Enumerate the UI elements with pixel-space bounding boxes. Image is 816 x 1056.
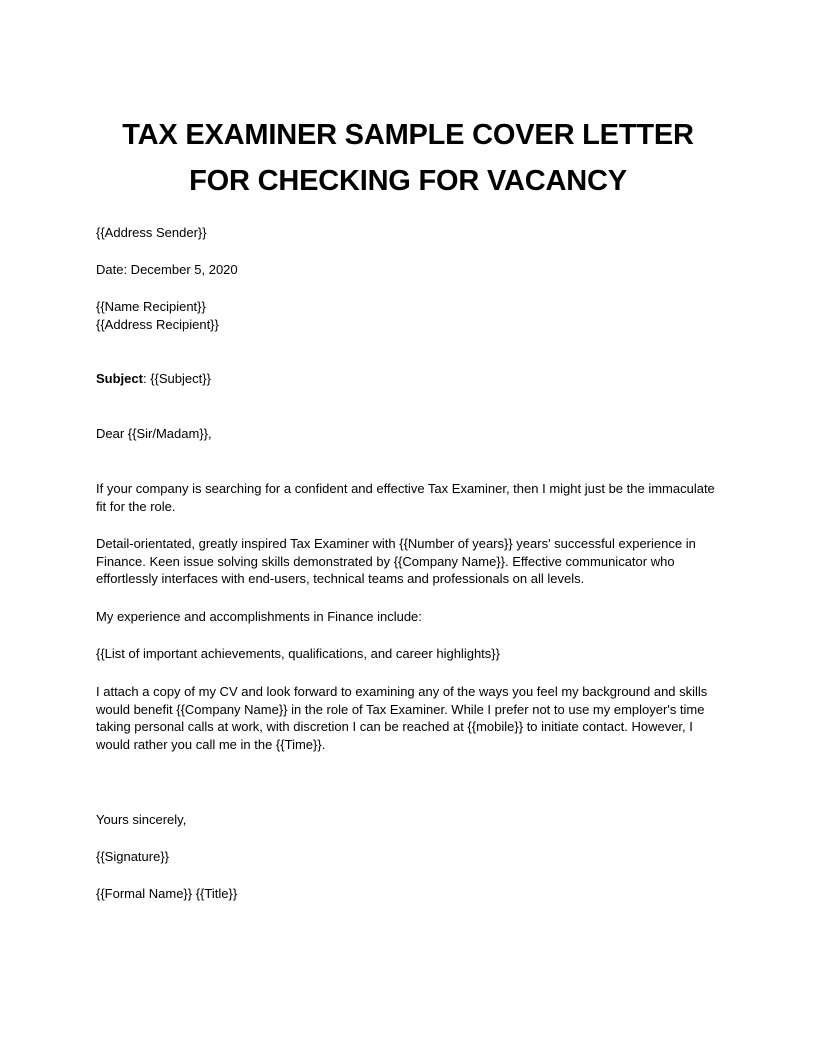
- paragraph-closing-body: I attach a copy of my CV and look forward to examining any of the ways you feel my background and skills would benefit {{Company Name}} in the role of Tax Examiner. While I prefer not to use my employer's time taking personal calls at work, with discretion I can be reached at {{mobile}} to initiate contact. However, I would rather you call me in the {{Time}}.: [96, 684, 708, 752]
- paragraph-experience: Detail-orientated, greatly inspired Tax Examiner with {{Number of years}} years' successful experience in Finance. Keen issue solving skills demonstrated by {{Company Name}}. Effective communicator who effortlessly interfaces with end-users, technical teams and professionals on all levels.: [96, 536, 696, 586]
- name-recipient: {{Name Recipient}}: [96, 299, 206, 314]
- subject-line: [96, 370, 211, 388]
- document-title-line-1: TAX EXAMINER SAMPLE COVER LETTER: [122, 119, 694, 151]
- salutation: Dear {{Sir/Madam}},: [96, 426, 212, 441]
- signature-placeholder: {{Signature}}: [96, 849, 170, 864]
- formal-name-title: {{Formal Name}} {{Title}}: [96, 886, 238, 901]
- paragraph-achievements-list: {{List of important achievements, qualifications, and career highlights}}: [96, 646, 500, 661]
- document-title-line-2: FOR CHECKING FOR VACANCY: [189, 165, 627, 197]
- subject-label: Subject: [96, 371, 143, 386]
- paragraph-accomplishments-intro: My experience and accomplishments in Finance include:: [96, 609, 422, 624]
- subject-value: : {{Subject}}: [142, 371, 211, 386]
- paragraph-intro: If your company is searching for a confident and effective Tax Examiner, then I might just be the immaculate fit for the role.: [96, 481, 715, 514]
- address-recipient: {{Address Recipient}}: [96, 317, 219, 332]
- letter-date: Date: December 5, 2020: [96, 262, 238, 277]
- closing-phrase: Yours sincerely,: [96, 812, 187, 827]
- address-sender: {{Address Sender}}: [96, 225, 207, 240]
